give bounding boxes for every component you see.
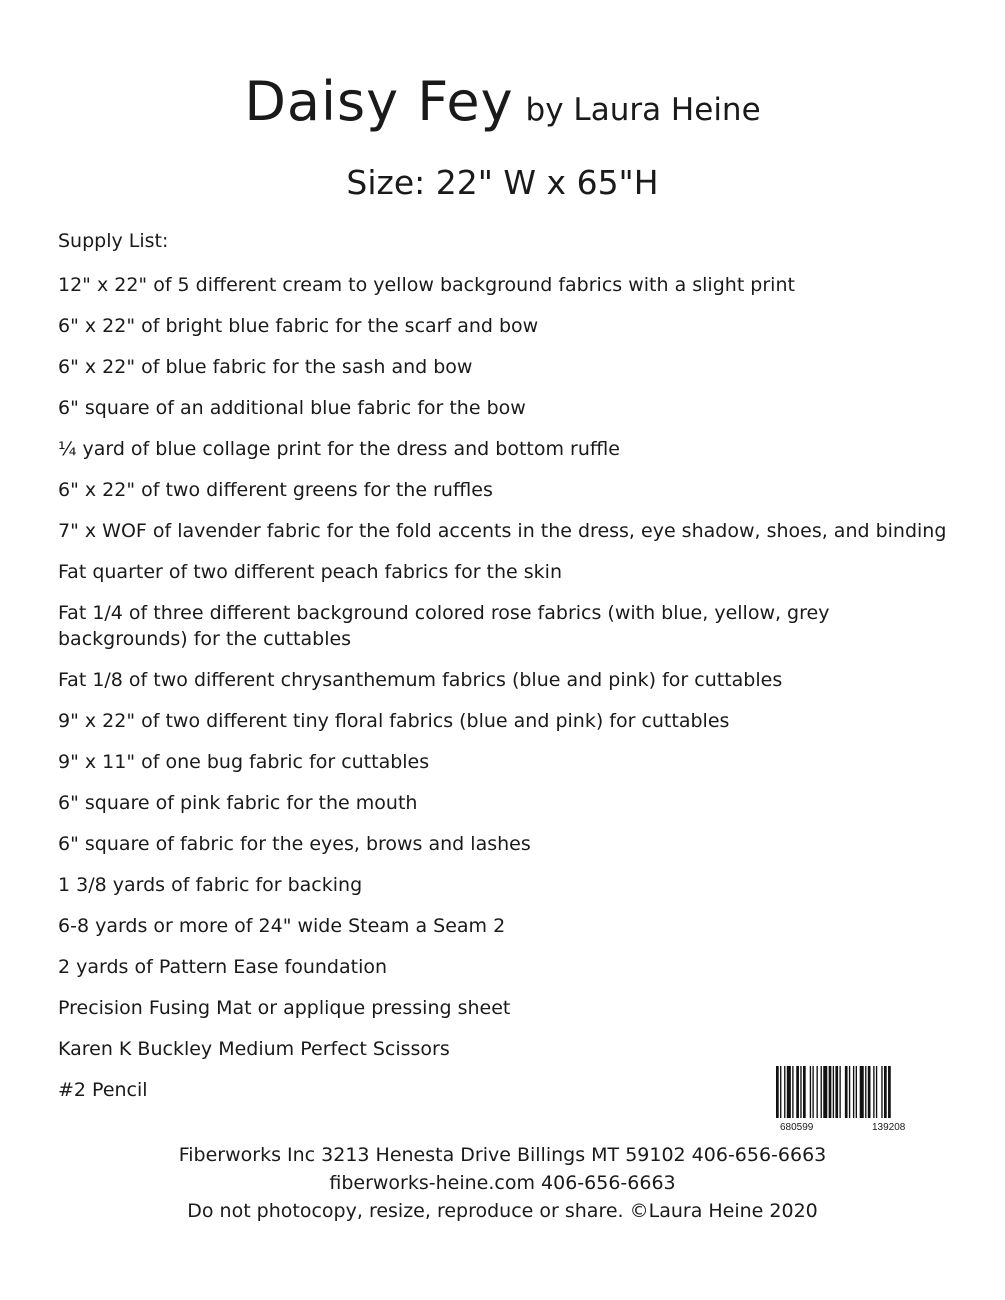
barcode-bar bbox=[876, 1066, 877, 1118]
supply-item: 6" square of pink fabric for the mouth bbox=[58, 792, 418, 814]
barcode-right-digits: 139208 bbox=[872, 1122, 906, 1133]
supply-item: 6" square of an additional blue fabric for the bow bbox=[58, 397, 526, 419]
supply-list-heading: Supply List: bbox=[58, 230, 169, 252]
pattern-title bbox=[0, 70, 1005, 133]
supply-item: Fat 1/4 of three different background colored rose fabrics (with blue, yellow, grey backgrounds) for the cuttables bbox=[58, 602, 830, 650]
barcode-bar bbox=[849, 1066, 850, 1118]
footer-website: fiberworks-heine.com 406-656-6663 bbox=[329, 1172, 676, 1194]
supply-item: 6" x 22" of blue fabric for the sash and bow bbox=[58, 356, 473, 378]
barcode-bar bbox=[787, 1066, 791, 1118]
barcode-bar bbox=[817, 1066, 818, 1118]
quilt-size: Size: 22" W x 65"H bbox=[346, 163, 659, 202]
barcode-bar bbox=[833, 1066, 834, 1118]
barcode-bar bbox=[780, 1066, 781, 1118]
supply-item: Precision Fusing Mat or applique pressing sheet bbox=[58, 997, 511, 1019]
barcode-bar bbox=[839, 1066, 840, 1118]
barcode bbox=[774, 1066, 940, 1134]
supply-item: 6" x 22" of two different greens for the ruffles bbox=[58, 479, 493, 501]
barcode-bar bbox=[884, 1066, 887, 1118]
barcode-bar bbox=[835, 1066, 838, 1118]
barcode-bar bbox=[829, 1066, 832, 1118]
supply-item: Fat 1/8 of two different chrysanthemum fabrics (blue and pink) for cuttables bbox=[58, 669, 783, 691]
supply-list bbox=[58, 272, 958, 1118]
supply-item: 9" x 22" of two different tiny floral fabrics (blue and pink) for cuttables bbox=[58, 710, 730, 732]
pattern-author: by Laura Heine bbox=[525, 92, 761, 128]
barcode-bar bbox=[810, 1066, 811, 1118]
barcode-bar bbox=[865, 1066, 866, 1118]
barcode-bar bbox=[873, 1066, 874, 1118]
barcode-left-digits: 680599 bbox=[780, 1122, 814, 1133]
supply-item: 12" x 22" of 5 different cream to yellow background fabrics with a slight print bbox=[58, 274, 795, 296]
barcode-bar bbox=[823, 1066, 827, 1118]
supply-item: 6-8 yards or more of 24" wide Steam a Seam 2 bbox=[58, 915, 506, 937]
barcode-bar bbox=[856, 1066, 857, 1118]
supply-item: Fat quarter of two different peach fabrics for the skin bbox=[58, 561, 563, 583]
barcode-bar bbox=[821, 1066, 822, 1118]
copyright-notice: Do not photocopy, resize, reproduce or share. ©Laura Heine 2020 bbox=[187, 1200, 818, 1222]
barcode-bar bbox=[803, 1066, 806, 1118]
barcode-bar bbox=[800, 1066, 801, 1118]
supply-item: 7" x WOF of lavender fabric for the fold accents in the dress, eye shadow, shoes, and binding bbox=[58, 520, 947, 542]
barcode-bar bbox=[860, 1066, 864, 1118]
barcode-bar bbox=[888, 1066, 891, 1118]
barcode-bar bbox=[868, 1066, 871, 1118]
supply-item: ¼ yard of blue collage print for the dress and bottom ruffle bbox=[58, 438, 620, 460]
barcode-bar bbox=[776, 1066, 779, 1118]
barcode-bar bbox=[796, 1066, 799, 1118]
barcode-bar bbox=[792, 1066, 793, 1118]
pattern-name: Daisy Fey bbox=[244, 70, 514, 133]
supply-item: 9" x 11" of one bug fabric for cuttables bbox=[58, 751, 430, 773]
barcode-bar bbox=[812, 1066, 813, 1118]
barcode-bar bbox=[845, 1066, 848, 1118]
supply-item: #2 Pencil bbox=[58, 1079, 148, 1101]
supply-item: 2 yards of Pattern Ease foundation bbox=[58, 956, 388, 978]
footer-address: Fiberworks Inc 3213 Henesta Drive Billings MT 59102 406-656-6663 bbox=[178, 1144, 827, 1166]
supply-item: 6" square of fabric for the eyes, brows and lashes bbox=[58, 833, 531, 855]
barcode-bar bbox=[853, 1066, 854, 1118]
barcode-bar bbox=[784, 1066, 785, 1118]
barcode-bars bbox=[776, 1066, 891, 1118]
supply-item: 1 3/8 yards of fabric for backing bbox=[58, 874, 363, 896]
supply-item: Karen K Buckley Medium Perfect Scissors bbox=[58, 1038, 450, 1060]
supply-item: 6" x 22" of bright blue fabric for the scarf and bow bbox=[58, 315, 539, 337]
barcode-bar bbox=[881, 1066, 882, 1118]
